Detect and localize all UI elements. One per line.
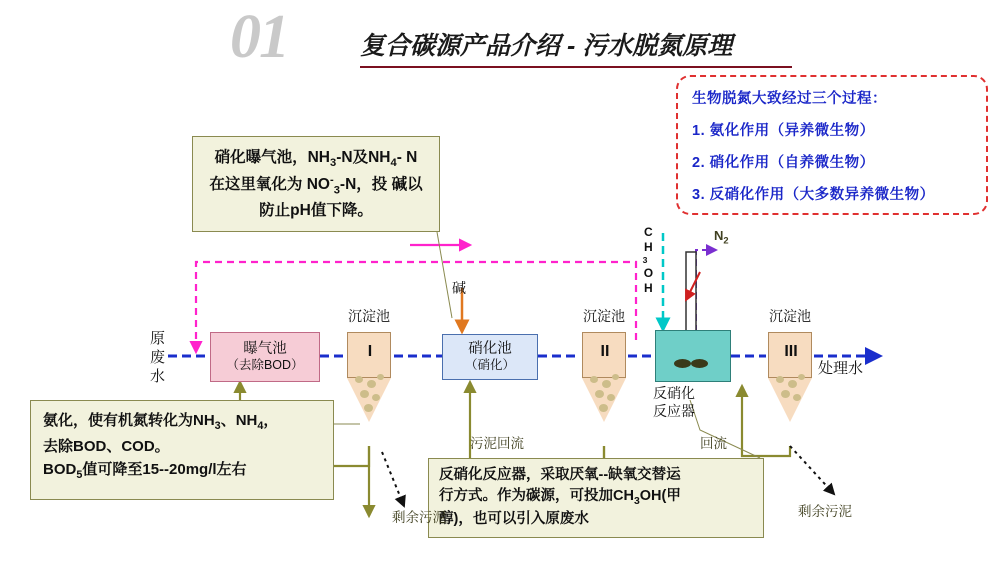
methanol-label: $CH_3OH$ [640, 225, 656, 296]
treated-water-label: 处理水 [818, 360, 864, 377]
amm-sub1: 3 [214, 420, 221, 432]
callout-nitrification-l1c: - [396, 149, 402, 166]
raw-water-label: 原废水 [150, 330, 166, 385]
callout-nitrification-l1a: 硝化曝气池，NH [214, 149, 330, 166]
settler-2-body [582, 332, 626, 378]
nitrification-tank-subtitle: （硝化） [464, 358, 515, 373]
callout-ammonification-line1 [43, 409, 321, 435]
callout-nitrification-l2a: N 在这里氧化为 NO [209, 149, 418, 193]
settler-2-number: II [600, 343, 610, 360]
callout-nitrification-sub2: 4 [390, 157, 397, 170]
callout-nitrification-sub3: 3 [333, 184, 340, 197]
settler-3-number: III [784, 343, 798, 360]
settler-2 [582, 308, 626, 422]
settler-3-body [768, 332, 812, 378]
reactor-impeller-icon [674, 355, 714, 364]
settler-1-caption: 沉淀池 [348, 308, 390, 324]
title-sub: 污水脱氮原理 [582, 32, 733, 60]
n2-offgas-line [696, 250, 716, 332]
den-l2a: 行方式。作为碳源，可投加CH [439, 488, 634, 505]
amm-sub3: 5 [76, 468, 83, 481]
reactor-label-line1: 反硝化 [653, 385, 695, 401]
nitrification-tank [442, 334, 538, 380]
callout-denitrification [428, 458, 764, 538]
den-l2b: OH(甲 [639, 488, 681, 505]
process-heading: 生物脱氮大致经过三个过程： [692, 91, 887, 107]
aeration-tank-title: 曝气池 [243, 341, 287, 358]
den-sub: 3 [633, 495, 640, 507]
aeration-tank-subtitle: （去除BOD） [226, 358, 304, 373]
process-item-1: 1. 氨化作用（异养微生物） [692, 123, 875, 139]
callout-ammonification-line3 [43, 458, 321, 484]
alkali-label: 碱 [452, 280, 466, 296]
sludge-return-label-2: 回流 [700, 436, 727, 451]
callout-nitrification-l1b: -N及NH [336, 149, 391, 166]
denitrification-reactor-label [653, 385, 713, 420]
callout-ammonification-line2: 去除BOD、COD。 [43, 437, 170, 455]
aeration-tank [210, 332, 320, 382]
reactor-label-line2: 反应器 [653, 402, 695, 419]
process-item-3: 3. 反硝化作用（大多数异养微生物） [692, 187, 935, 203]
amm-l3b: 值可降至15--20mg/l左右 [82, 460, 247, 478]
callout-denitrification-line3: 醇)，也可以引入原废水 [439, 511, 589, 528]
amm-l1c: ， [263, 412, 279, 429]
callout-nitrification-l2b: -N，投 [339, 175, 388, 193]
settler-1-number: I [367, 343, 373, 360]
settler-1-body [347, 332, 391, 378]
callout-denitrification-line1: 反硝化反应器，采取厌氧--缺氧交替运 [439, 467, 681, 483]
waste-sludge-label-2: 剩余污泥 [798, 504, 852, 519]
process-item-2: 2. 硝化作用（自养微生物） [692, 155, 875, 171]
callout-denitrification-line2 [439, 486, 753, 509]
amm-sub2: 4 [257, 420, 264, 432]
title-separator: - [560, 32, 583, 60]
callout-nitrification [192, 136, 440, 232]
sludge-return-label-1: 污泥回流 [470, 436, 524, 451]
settler-2-caption: 沉淀池 [583, 308, 625, 324]
amm-l1b: 、NH [220, 412, 258, 429]
settler-3 [768, 308, 812, 422]
slide-number: 01 [230, 3, 288, 71]
nitrification-tank-title: 硝化池 [468, 341, 512, 358]
amm-l3a: BOD [43, 460, 77, 478]
callout-ammonification [30, 400, 334, 500]
callout-nitrification-sup: - [329, 173, 334, 186]
settler-1 [347, 308, 391, 422]
n2-label: $N_2$ [714, 228, 729, 246]
waste-sludge-label-1: 剩余污泥 [392, 510, 446, 525]
title-main: 复合碳源产品介绍 [360, 32, 561, 60]
callout-nitrification-sub1: 3 [330, 157, 337, 170]
denitrification-reactor [655, 330, 731, 382]
settler-3-caption: 沉淀池 [769, 308, 811, 324]
callout-nitrification-l3: 碱以防止pH值下降。 [259, 175, 423, 219]
amm-l1a: 氨化，使有机氮转化为NH [43, 412, 215, 429]
